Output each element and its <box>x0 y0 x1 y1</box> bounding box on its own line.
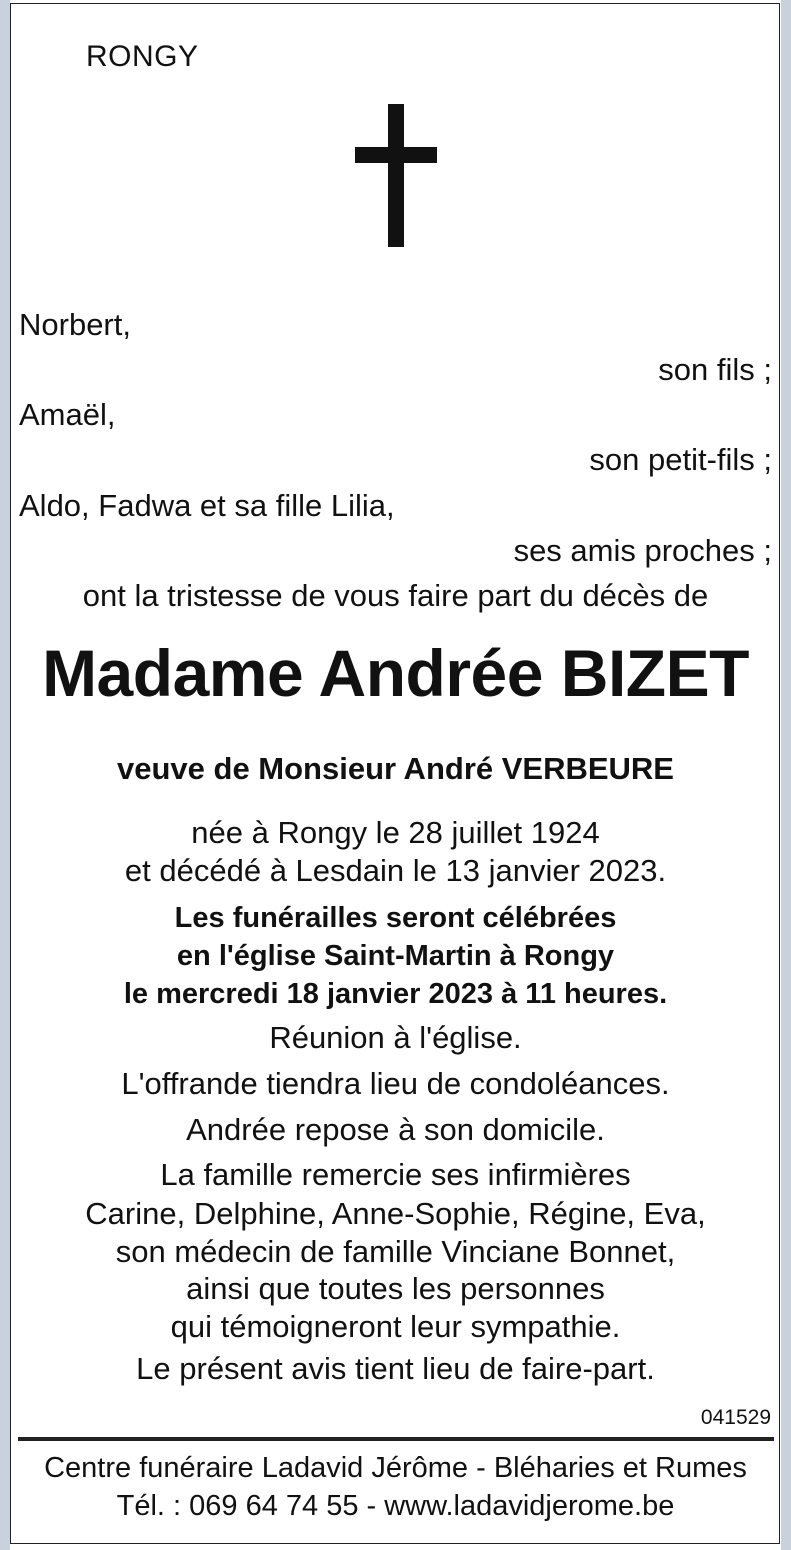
thanks-line-3: son médecin de famille Vinciane Bonnet, <box>115 1234 676 1269</box>
funeral-line-2: en l'église Saint-Martin à Rongy <box>176 940 615 972</box>
funeral-home-name: Centre funéraire Ladavid Jérôme - Bléharies et Rumes <box>44 1452 747 1484</box>
closing-line: Le présent avis tient lieu de faire-part. <box>136 1351 655 1386</box>
thanks-line-4: ainsi que toutes les personnes <box>186 1271 605 1306</box>
funeral-home-contact: Tél. : 069 64 74 55 - www.ladavidjerome.be <box>116 1490 675 1522</box>
family-relation-2: son petit-fils ; <box>589 442 772 477</box>
footer-divider <box>18 1437 774 1441</box>
deceased-name: Madame Andrée BIZET <box>42 636 749 710</box>
offering-line: L'offrande tiendra lieu de condoléances. <box>121 1066 670 1101</box>
spouse-line: veuve de Monsieur André VERBEURE <box>117 751 674 786</box>
birth-line: née à Rongy le 28 juillet 1924 <box>191 815 600 850</box>
announcement-intro: ont la tristesse de vous faire part du décès de <box>82 578 709 613</box>
town-label: RONGY <box>86 40 199 73</box>
cross-icon <box>355 104 437 247</box>
meeting-line: Réunion à l'église. <box>269 1020 522 1055</box>
repose-line: Andrée repose à son domicile. <box>186 1112 605 1147</box>
funeral-line-1: Les funérailles seront célébrées <box>174 902 617 934</box>
thanks-line-5: qui témoigneront leur sympathie. <box>170 1309 621 1344</box>
death-line: et décédé à Lesdain le 13 janvier 2023. <box>124 853 667 888</box>
family-relation-3: ses amis proches ; <box>513 533 772 568</box>
reference-number: 041529 <box>700 1406 771 1429</box>
thanks-line-1: La famille remercie ses infirmières <box>160 1157 631 1192</box>
family-name-2: Amaël, <box>19 397 116 432</box>
family-relation-1: son fils ; <box>658 352 772 387</box>
funeral-line-3: le mercredi 18 janvier 2023 à 11 heures. <box>123 978 668 1010</box>
family-name-3: Aldo, Fadwa et sa fille Lilia, <box>19 488 395 523</box>
family-name-1: Norbert, <box>19 307 131 342</box>
thanks-line-2: Carine, Delphine, Anne-Sophie, Régine, Eva, <box>85 1196 706 1231</box>
